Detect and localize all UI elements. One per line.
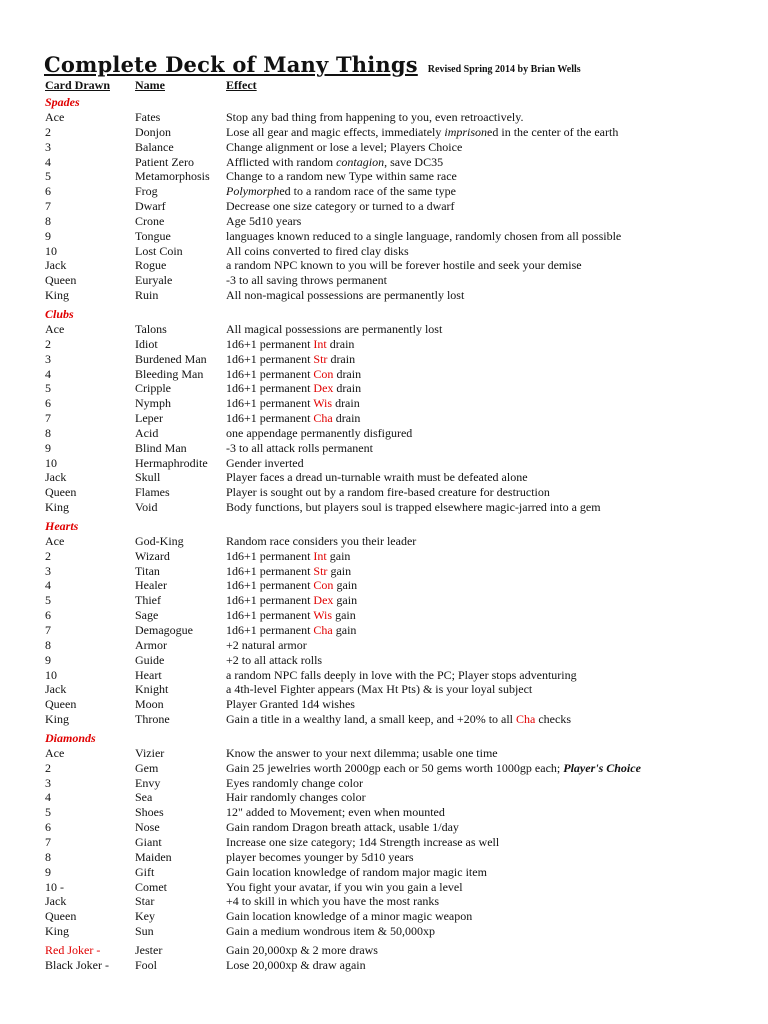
table-row [0, 229, 768, 244]
card-effect: Player Granted 1d4 wishes [226, 697, 355, 712]
card-name: Gem [135, 760, 159, 775]
table-row [0, 214, 768, 229]
card-name: Heart [135, 667, 162, 682]
card-effect: languages known reduced to a single language, randomly chosen from all possible [226, 228, 622, 243]
card-drawn: 2 [45, 336, 51, 351]
card-name: Jester [135, 942, 163, 957]
card-drawn: Jack [45, 682, 67, 697]
card-effect: Change to a random new Type within same race [226, 169, 457, 184]
suit-name: Hearts [45, 518, 79, 533]
table-row [0, 534, 768, 549]
card-effect: +2 natural armor [226, 637, 307, 652]
joker-row [0, 943, 768, 958]
card-drawn: 7 [45, 199, 51, 214]
card-drawn: 3 [45, 563, 51, 578]
card-drawn: 4 [45, 154, 51, 169]
card-effect: Decrease one size category or turned to a dwarf [226, 199, 455, 214]
card-name: Leper [135, 411, 163, 426]
table-row [0, 140, 768, 155]
card-effect: Gender inverted [226, 455, 304, 470]
card-drawn: King [45, 500, 69, 515]
card-effect: a random NPC known to you will be forever hostile and seek your demise [226, 258, 582, 273]
card-name: Sea [135, 790, 153, 805]
card-drawn: King [45, 712, 69, 727]
card-effect: Lose all gear and magic effects, immediately imprisoned in the center of the earth [226, 124, 619, 139]
card-effect: Change alignment or lose a level; Players Choice [226, 139, 463, 154]
table-row [0, 381, 768, 396]
suit-name: Spades [45, 95, 80, 109]
card-name: Healer [135, 578, 167, 593]
table-row [0, 184, 768, 199]
card-effect: 1d6+1 permanent Con gain [226, 578, 358, 593]
table-row [0, 110, 768, 125]
card-effect: Gain 25 jewelries worth 2000gp each or 50 gems worth 1000gp each; Player's Choice [226, 760, 641, 775]
card-name: Donjon [135, 124, 171, 139]
table-row [0, 761, 768, 776]
card-name: Flames [135, 485, 170, 500]
table-row [0, 894, 768, 909]
card-drawn: Jack [45, 894, 67, 909]
card-drawn: 5 [45, 593, 51, 608]
table-row [0, 790, 768, 805]
card-effect: +4 to skill in which you have the most ranks [226, 894, 440, 909]
card-drawn: 4 [45, 790, 51, 805]
table-row [0, 835, 768, 850]
card-drawn: Queen [45, 697, 77, 712]
table-row [0, 668, 768, 683]
card-effect: 1d6+1 permanent Wis gain [226, 608, 356, 623]
table-row [0, 549, 768, 564]
column-headers [0, 78, 768, 93]
table-row [0, 865, 768, 880]
card-drawn: 2 [45, 124, 51, 139]
table-row [0, 578, 768, 593]
card-name: Moon [135, 697, 164, 712]
card-effect: Gain a title in a wealthy land, a small keep, and +20% to all Cha checks [226, 712, 572, 727]
card-effect: 1d6+1 permanent Cha drain [226, 411, 361, 426]
card-name: Star [135, 894, 155, 909]
card-name: Demagogue [135, 623, 193, 637]
card-name: Patient Zero [135, 154, 194, 169]
table-row [0, 199, 768, 214]
title-row [44, 52, 581, 77]
card-effect: -3 to all saving throws permanent [226, 273, 387, 288]
suit-heading-spades [0, 95, 768, 110]
table-row [0, 623, 768, 638]
table-row [0, 653, 768, 668]
page-title: Complete Deck of Many Things [44, 52, 418, 77]
card-drawn: King [45, 288, 69, 303]
card-name: Euryale [135, 273, 173, 288]
card-effect: 12" added to Movement; even when mounted [226, 805, 445, 820]
card-drawn: 7 [45, 411, 51, 426]
card-effect: one appendage permanently disfigured [226, 425, 413, 440]
card-drawn: 6 [45, 184, 51, 199]
card-drawn: 10 [45, 667, 57, 682]
header-card-drawn: Card Drawn [45, 78, 110, 92]
card-drawn: 9 [45, 440, 51, 455]
card-drawn: 2 [45, 760, 51, 775]
card-effect: Gain random Dragon breath attack, usable 1/day [226, 820, 459, 835]
card-drawn: 7 [45, 623, 51, 637]
card-effect: All non-magical possessions are permanently lost [226, 288, 465, 303]
card-effect: +2 to all attack rolls [226, 652, 323, 667]
table-row [0, 322, 768, 337]
card-effect: Hair randomly changes color [226, 790, 366, 805]
card-effect: a 4th-level Fighter appears (Max Ht Pts) & is your loyal subject [226, 682, 533, 697]
card-name: Nose [135, 820, 160, 835]
card-drawn: Queen [45, 273, 77, 288]
card-name: Blind Man [135, 440, 187, 455]
table-row [0, 820, 768, 835]
card-effect: 1d6+1 permanent Str gain [226, 563, 352, 578]
card-name: Burdened Man [135, 351, 207, 366]
card-effect: player becomes younger by 5d10 years [226, 849, 414, 864]
table-row [0, 909, 768, 924]
card-effect: Body functions, but players soul is trapped elsewhere magic-jarred into a gem [226, 500, 601, 515]
card-effect: 1d6+1 permanent Int drain [226, 336, 355, 351]
table-row [0, 441, 768, 456]
table-row [0, 697, 768, 712]
card-name: Cripple [135, 381, 171, 396]
table-row [0, 485, 768, 500]
card-drawn: 6 [45, 820, 51, 835]
suit-heading-diamonds [0, 731, 768, 746]
subtitle: Revised Spring 2014 by Brian Wells [427, 64, 581, 75]
card-effect: -3 to all attack rolls permanent [226, 440, 373, 455]
joker-row [0, 958, 768, 973]
card-name: Dwarf [135, 199, 166, 214]
table-row [0, 593, 768, 608]
card-effect: Gain 20,000xp & 2 more draws [226, 942, 378, 957]
suit-name: Clubs [45, 306, 74, 321]
card-drawn: 6 [45, 608, 51, 623]
card-name: Hermaphrodite [135, 455, 208, 470]
card-name: God-King [135, 533, 184, 548]
card-name: Bleeding Man [135, 366, 204, 381]
card-name: Nymph [135, 396, 171, 411]
card-name: Shoes [135, 805, 164, 820]
card-name: Idiot [135, 336, 158, 351]
table-row [0, 155, 768, 170]
card-drawn: Black Joker - [45, 957, 109, 972]
card-name: Fool [135, 957, 158, 972]
card-drawn: 8 [45, 425, 51, 440]
suit-heading-clubs [0, 307, 768, 322]
table-row [0, 850, 768, 865]
table-row [0, 411, 768, 426]
card-effect: Gain location knowledge of a minor magic weapon [226, 909, 473, 924]
card-effect: Polymorphed to a random race of the same type [226, 184, 456, 199]
table-row [0, 608, 768, 623]
card-name: Talons [135, 321, 167, 336]
card-name: Envy [135, 775, 161, 790]
table-row [0, 244, 768, 259]
card-drawn: 5 [45, 169, 51, 184]
table-row [0, 682, 768, 697]
card-drawn: 10 [45, 243, 57, 258]
card-drawn: 9 [45, 864, 51, 879]
card-drawn: 4 [45, 366, 51, 381]
card-drawn: 3 [45, 139, 51, 154]
card-drawn: 6 [45, 396, 51, 411]
card-effect: Player is sought out by a random fire-based creature for destruction [226, 485, 550, 500]
card-name: Gift [135, 864, 155, 879]
card-name: Void [135, 500, 158, 515]
card-effect: 1d6+1 permanent Dex drain [226, 381, 362, 396]
card-name: Balance [135, 139, 174, 154]
card-drawn: 10 - [45, 879, 64, 894]
suit-name: Diamonds [45, 730, 96, 745]
table-row [0, 880, 768, 895]
card-drawn: 9 [45, 228, 51, 243]
table-row [0, 288, 768, 303]
card-drawn: 10 [45, 455, 57, 470]
table-row [0, 500, 768, 515]
card-name: Giant [135, 834, 162, 849]
card-name: Thief [135, 593, 161, 608]
card-drawn: 4 [45, 578, 51, 593]
card-drawn: 8 [45, 637, 51, 652]
card-drawn: 5 [45, 381, 51, 396]
card-drawn: 3 [45, 775, 51, 790]
table-row [0, 638, 768, 653]
card-effect: 1d6+1 permanent Str drain [226, 351, 356, 366]
card-name: Guide [135, 652, 165, 667]
card-drawn: Jack [45, 470, 67, 485]
card-name: Crone [135, 213, 165, 228]
card-name: Armor [135, 637, 167, 652]
card-effect: 1d6+1 permanent Con drain [226, 366, 362, 381]
table-row [0, 470, 768, 485]
card-drawn: 3 [45, 351, 51, 366]
card-drawn: Jack [45, 258, 67, 273]
table-row [0, 125, 768, 140]
table-row [0, 564, 768, 579]
card-effect: All coins converted to fired clay disks [226, 243, 409, 258]
card-effect: You fight your avatar, if you win you gain a level [226, 879, 463, 894]
table-row [0, 924, 768, 939]
card-effect: Player faces a dread un-turnable wraith must be defeated alone [226, 470, 528, 485]
card-drawn: 8 [45, 849, 51, 864]
card-drawn: 8 [45, 213, 51, 228]
card-effect: 1d6+1 permanent Wis drain [226, 396, 360, 411]
card-effect: Stop any bad thing from happening to you, even retroactively. [226, 110, 524, 124]
card-name: Key [135, 909, 155, 924]
card-drawn: Ace [45, 745, 65, 760]
card-name: Throne [135, 712, 170, 727]
card-effect: Increase one size category; 1d4 Strength increase as well [226, 834, 500, 849]
card-effect: Gain location knowledge of random major magic item [226, 864, 487, 879]
card-drawn: Ace [45, 321, 65, 336]
card-name: Wizard [135, 548, 170, 563]
card-drawn: Red Joker - [45, 942, 101, 957]
card-name: Metamorphosis [135, 169, 210, 184]
card-table [0, 95, 768, 973]
table-row [0, 352, 768, 367]
suit-heading-hearts [0, 519, 768, 534]
card-name: Sun [135, 924, 154, 939]
table-row [0, 456, 768, 471]
card-drawn: King [45, 924, 69, 939]
table-row [0, 273, 768, 288]
table-row [0, 258, 768, 273]
card-name: Titan [135, 563, 160, 578]
card-drawn: Ace [45, 533, 65, 548]
card-name: Skull [135, 470, 161, 485]
card-name: Vizier [135, 745, 165, 760]
card-drawn: 2 [45, 548, 51, 563]
card-effect: 1d6+1 permanent Dex gain [226, 593, 358, 608]
card-drawn: Ace [45, 110, 65, 124]
table-row [0, 746, 768, 761]
card-drawn: Queen [45, 909, 77, 924]
card-effect: Age 5d10 years [226, 213, 302, 228]
card-effect: 1d6+1 permanent Cha gain [226, 623, 357, 637]
card-effect: Eyes randomly change color [226, 775, 363, 790]
card-name: Rogue [135, 258, 167, 273]
table-row [0, 805, 768, 820]
card-effect: Lose 20,000xp & draw again [226, 957, 366, 972]
card-name: Acid [135, 425, 159, 440]
table-row [0, 337, 768, 352]
table-row [0, 776, 768, 791]
card-effect: Afflicted with random contagion, save DC35 [226, 154, 444, 169]
card-name: Ruin [135, 288, 159, 303]
header-name: Name [135, 78, 165, 92]
card-name: Lost Coin [135, 243, 183, 258]
card-effect: a random NPC falls deeply in love with the PC; Player stops adventuring [226, 667, 577, 682]
card-effect: Know the answer to your next dilemma; usable one time [226, 745, 498, 760]
card-effect: Gain a medium wondrous item & 50,000xp [226, 924, 435, 939]
table-row [0, 712, 768, 727]
card-drawn: Queen [45, 485, 77, 500]
card-effect: 1d6+1 permanent Int gain [226, 548, 351, 563]
card-drawn: 7 [45, 834, 51, 849]
table-row [0, 426, 768, 441]
table-row [0, 367, 768, 382]
card-name: Frog [135, 184, 158, 199]
card-name: Comet [135, 879, 167, 894]
card-drawn: 5 [45, 805, 51, 820]
card-name: Tongue [135, 228, 171, 243]
card-effect: All magical possessions are permanently lost [226, 321, 443, 336]
table-row [0, 396, 768, 411]
header-effect: Effect [226, 78, 257, 92]
card-name: Knight [135, 682, 169, 697]
card-effect: Random race considers you their leader [226, 533, 417, 548]
card-name: Sage [135, 608, 159, 623]
table-row [0, 169, 768, 184]
card-name: Maiden [135, 849, 172, 864]
card-name: Fates [135, 110, 161, 124]
card-drawn: 9 [45, 652, 51, 667]
